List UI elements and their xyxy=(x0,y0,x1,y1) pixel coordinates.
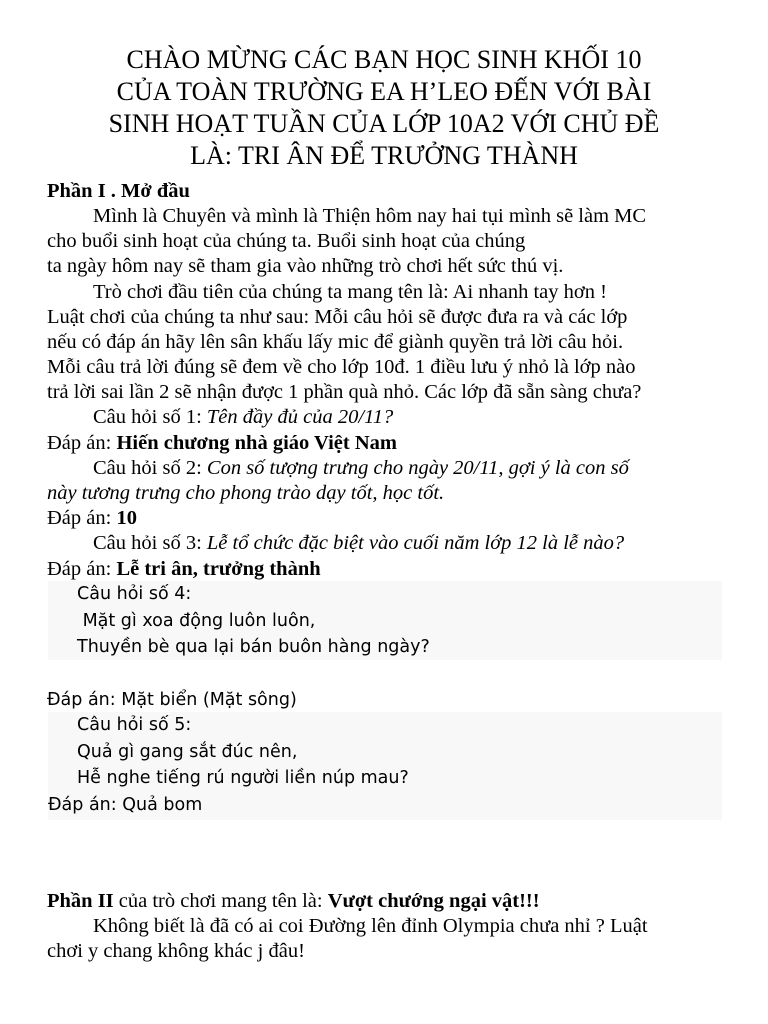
answer-label: Đáp án: xyxy=(47,432,117,454)
game-line: Trò chơi đầu tiên của chúng ta mang tên là: Ai nhanh tay hơn ! xyxy=(93,281,607,303)
answer-text: Lễ tri ân, trưởng thành xyxy=(116,558,321,580)
intro-line: Mình là Chuyên và mình là Thiện hôm nay hai tụi mình sẽ làm MC xyxy=(93,205,647,227)
question-2-cont: này tương trưng cho phong trào dạy tốt, học tốt. xyxy=(47,482,445,504)
answer-label: Đáp án: xyxy=(47,558,117,580)
question-label: Câu hỏi số 3: xyxy=(93,532,207,554)
riddle-line: Câu hỏi số 5: xyxy=(77,715,192,735)
title-line: CHÀO MỪNG CÁC BẠN HỌC SINH KHỐI 10 xyxy=(126,45,642,74)
question-text: Tên đầy đủ của 20/11? xyxy=(206,406,394,428)
riddle-box-5 xyxy=(48,712,722,820)
game-line: nếu có đáp án hãy lên sân khấu lấy mic để giành quyền trả lời câu hỏi. xyxy=(47,331,624,353)
title-line: LÀ: TRI ÂN ĐỂ TRƯỞNG THÀNH xyxy=(190,141,578,170)
question-text: Lễ tổ chức đặc biệt vào cuối năm lớp 12 là lễ nào? xyxy=(206,532,625,554)
answer-label: Đáp án: xyxy=(47,507,117,529)
answer-2 xyxy=(47,506,737,531)
part2-heading xyxy=(47,889,737,914)
question-3 xyxy=(47,531,768,556)
intro-line: ta ngày hôm nay sẽ tham gia vào những trò chơi hết sức thú vị. xyxy=(47,255,564,277)
question-1 xyxy=(47,405,768,430)
part2-title: Phần II xyxy=(47,890,114,912)
answer-3 xyxy=(47,557,737,582)
game-line: trả lời sai lần 2 sẽ nhận được 1 phần quà nhỏ. Các lớp đã sẵn sàng chưa? xyxy=(47,381,642,403)
question-text: Con số tượng trưng cho ngày 20/11, gợi ý là con số xyxy=(206,457,629,479)
part1-heading: Phần I . Mở đầu xyxy=(47,180,190,202)
game-line: Mỗi câu trả lời đúng sẽ đem về cho lớp 10đ. 1 điều lưu ý nhỏ là lớp nào xyxy=(47,356,636,378)
game-line: Luật chơi của chúng ta như sau: Mỗi câu hỏi sẽ được đưa ra và các lớp xyxy=(47,306,628,328)
riddle-line: Câu hỏi số 4: xyxy=(77,584,192,604)
question-label: Câu hỏi số 1: xyxy=(93,406,207,428)
answer-4: Đáp án: Mặt biển (Mặt sông) xyxy=(47,690,297,710)
part2-heading-text: của trò chơi mang tên là: xyxy=(113,890,328,912)
riddle-line: Hễ nghe tiếng rú người liền núp mau? xyxy=(77,768,409,788)
question-label: Câu hỏi số 2: xyxy=(93,457,207,479)
title-line: SINH HOẠT TUẦN CỦA LỚP 10A2 VỚI CHỦ ĐỀ xyxy=(108,109,660,138)
riddle-line: Quả gì gang sắt đúc nên, xyxy=(77,741,298,762)
answer-1 xyxy=(47,431,737,456)
question-2 xyxy=(47,456,768,481)
part2-game-name: Vượt chướng ngại vật!!! xyxy=(327,890,540,912)
part2-line: Không biết là đã có ai coi Đường lên đỉnh Olympia chưa nhỉ ? Luật xyxy=(93,915,648,937)
title-line: CỦA TOÀN TRƯỜNG EA H’LEO ĐẾN VỚI BÀI xyxy=(116,77,652,106)
answer-text: 10 xyxy=(116,507,137,529)
intro-line: cho buổi sinh hoạt của chúng ta. Buổi sinh hoạt của chúng xyxy=(47,230,526,252)
riddle-line: Mặt gì xoa động luôn luôn, xyxy=(77,610,316,631)
answer-5: Đáp án: Quả bom xyxy=(48,794,203,815)
part2-line: chơi y chang không khác j đâu! xyxy=(47,940,305,962)
answer-text: Hiến chương nhà giáo Việt Nam xyxy=(116,432,397,454)
riddle-box-4 xyxy=(48,581,722,660)
riddle-line: Thuyền bè qua lại bán buôn hàng ngày? xyxy=(77,637,430,657)
document-title xyxy=(40,44,728,172)
